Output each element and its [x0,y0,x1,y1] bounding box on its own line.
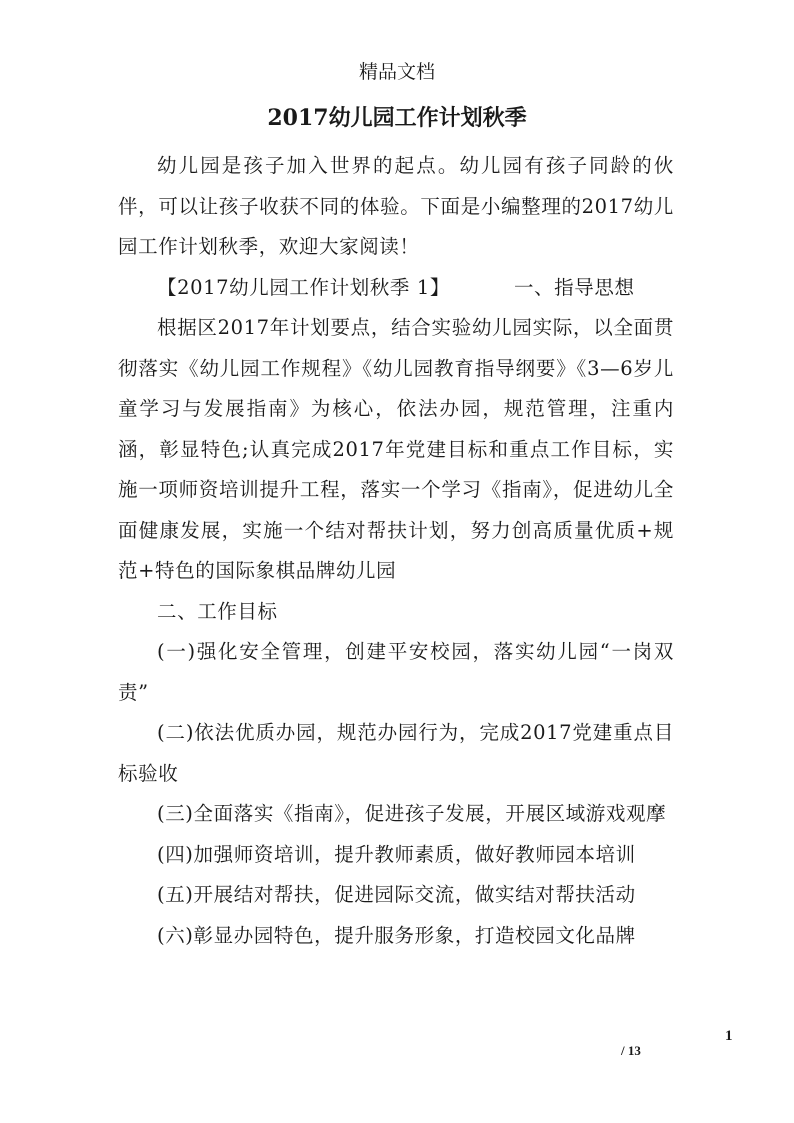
goal-item: (四)加强师资培训，提升教师素质，做好教师园本培训 [157,842,636,866]
section-line [118,268,674,309]
document-header: 精品文档 [358,61,435,83]
document-title: 2017幼儿园工作计划秋季 [267,105,527,131]
goal-item: (三)全面落实《指南》，促进孩子发展，开展区域游戏观摩 [157,802,667,825]
section-2-heading: 二、工作目标 [157,599,278,623]
document-body [118,146,674,956]
section-label: 【2017幼儿园工作计划秋季 1】 [157,275,450,299]
goal-item: (六)彰显办园特色，提升服务形象，打造校园文化品牌 [157,923,636,947]
goal-item: (五)开展结对帮扶，促进园际交流，做实结对帮扶活动 [157,883,636,906]
section-1-heading: 一、指导思想 [513,275,635,299]
goal-item: (二)依法优质办园，规范办园行为，完成2017党建重点目标验收 [118,721,674,785]
intro-paragraph: 幼儿园是孩子加入世界的起点。幼儿园有孩子同龄的伙伴，可以让孩子收获不同的体验。下面是小编整理的2017幼儿园工作计划秋季，欢迎大家阅读！ [118,154,674,258]
page-total: / 13 [621,1043,641,1058]
page-number: 1 [725,1028,733,1044]
goal-item: (一)强化安全管理，创建平安校园，落实幼儿园“一岗双责” [118,640,674,704]
guiding-paragraph: 根据区2017年计划要点，结合实验幼儿园实际，以全面贯彻落实《幼儿园工作规程》《幼儿园教育指导纲要》《3—6岁儿童学习与发展指南》为核心，依法办园，规范管理，注重内涵，彰显特色;认真完成2017年党建目标和重点工作目标，实施一项师资培训提升工程，落实一个学习《指南》，促进幼儿全面健康发展，实施一个结对帮扶计划，努力创高质量优质+规范+特色的国际象棋品牌幼儿园 [118,316,674,582]
